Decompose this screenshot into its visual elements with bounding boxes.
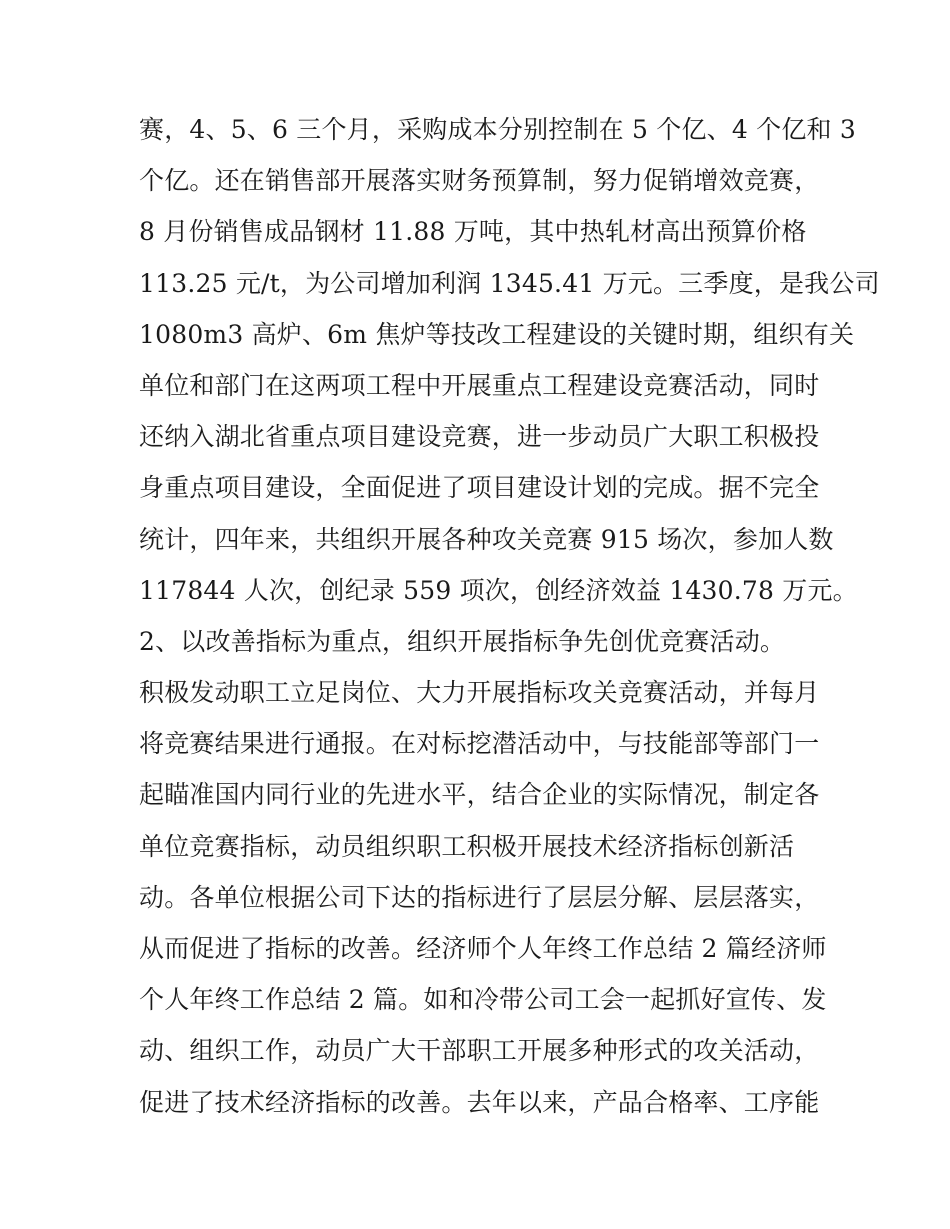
text-line: 将竞赛结果进行通报。在对标挖潜活动中，与技能部等部门一 [139,729,820,759]
text-line: 还纳入湖北省重点项目建设竞赛，进一步动员广大职工积极投 [139,422,820,452]
text-line: 起瞄准国内同行业的先进水平，结合企业的实际情况，制定各 [139,780,820,810]
text-line: 动。各单位根据公司下达的指标进行了层层分解、层层落实， [139,882,820,912]
text-line: 统计，四年来，共组织开展各种攻关竞赛 915 场次，参加人数 [139,524,834,554]
text-line: 赛，4、5、6 三个月，采购成本分别控制在 5 个亿、4 个亿和 3 [139,115,856,144]
section-heading: 2、以改善指标为重点，组织开展指标争先创优竞赛活动。 [139,626,786,656]
text-line: 117844 人次，创纪录 559 项次，创经济效益 1430.78 万元。 [139,575,858,605]
text-line: 1080m3 高炉、6m 焦炉等技改工程建设的关键时期，组织有关 [139,319,855,349]
body-text [139,104,880,1128]
text-line: 单位竞赛指标，动员组织职工积极开展技术经济指标创新活 [139,831,795,861]
text-line: 个亿。还在销售部开展落实财务预算制，努力促销增效竞赛， [139,166,820,196]
text-line: 动、组织工作，动员广大干部职工开展多种形式的攻关活动， [139,1036,820,1066]
text-line: 8 月份销售成品钢材 11.88 万吨，其中热轧材高出预算价格 [139,217,807,247]
text-line: 从而促进了指标的改善。经济师个人年终工作总结 2 篇经济师 [139,934,827,963]
text-line: 个人年终工作总结 2 篇。如和冷带公司工会一起抓好宣传、发 [139,985,827,1015]
text-line: 113.25 元/t，为公司增加利润 1345.41 万元。三季度，是我公司 [139,268,880,298]
text-line: 单位和部门在这两项工程中开展重点工程建设竞赛活动，同时 [139,370,820,400]
text-line: 身重点项目建设，全面促进了项目建设计划的完成。据不完全 [139,473,820,503]
text-line: 积极发动职工立足岗位、大力开展指标攻关竞赛活动，并每月 [139,678,820,708]
text-line: 促进了技术经济指标的改善。去年以来，产品合格率、工序能 [139,1087,820,1117]
